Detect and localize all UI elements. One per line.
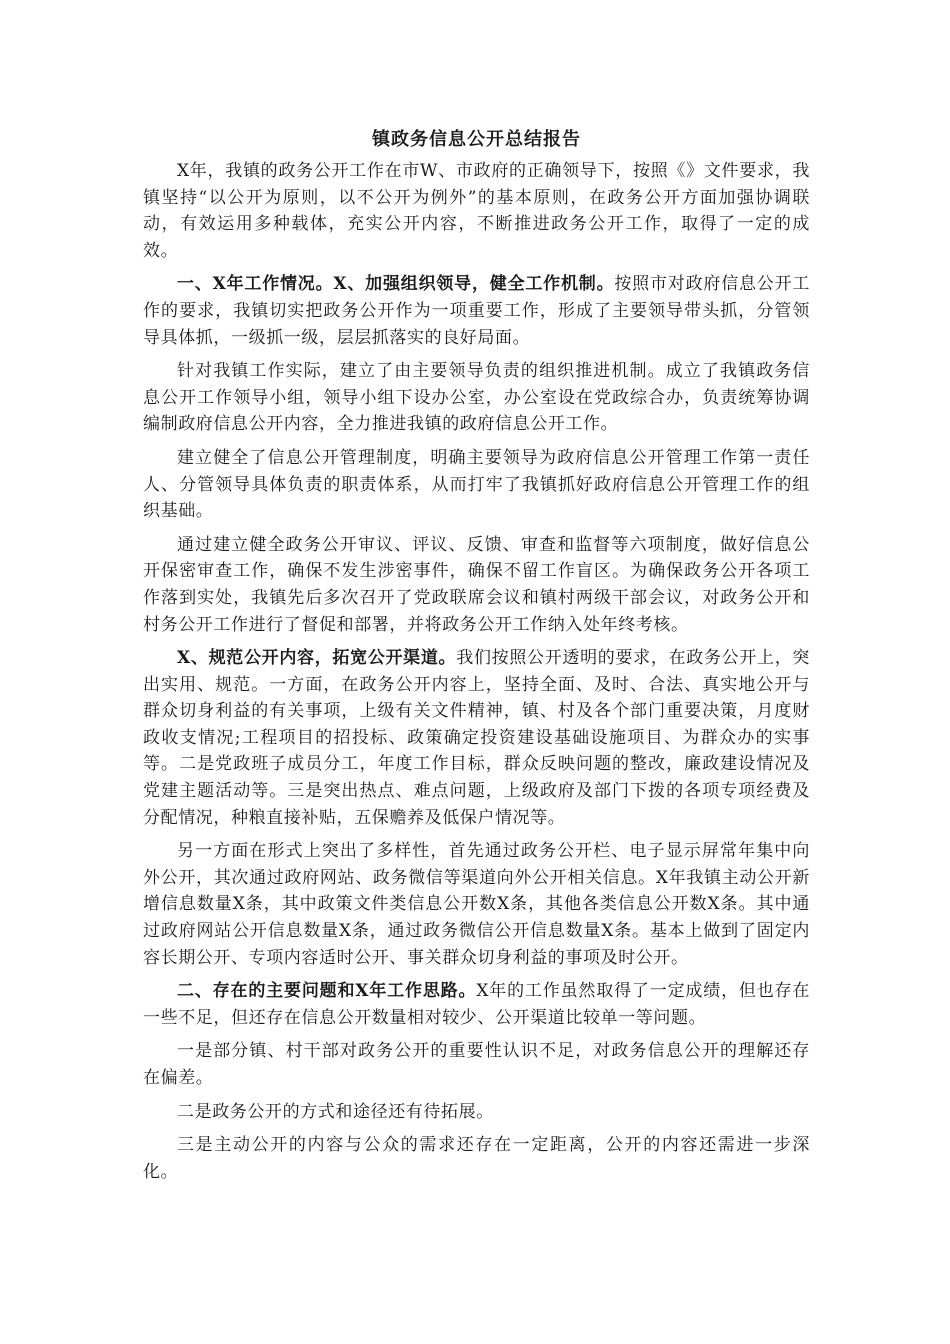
paragraph-text: 建立健全了信息公开管理制度，明确主要领导为政府信息公开管理工作第一责任人、分管领导具体负责的职责体系，从而打牢了我镇抓好政府信息公开管理工作的组织基础。 [143, 447, 810, 522]
paragraph-body [143, 1132, 810, 1185]
subsection-heading: X、规范公开内容，拓宽公开渠道。 [177, 648, 457, 669]
paragraph-text: 针对我镇工作实际，建立了由主要领导负责的组织推进机制。成立了我镇政务信息公开工作领导小组，领导小组下设办公室，办公室设在党政综合办，负责统筹协调编制政府信息公开内容，全力推进我镇的政府信息公开工作。 [143, 361, 810, 435]
paragraph-text: 二是政务公开的方式和途径还有待拓展。 [177, 1101, 494, 1122]
section-heading: 二、存在的主要问题和X年工作思路。 [177, 981, 477, 1002]
paragraph-body [143, 532, 810, 638]
paragraph-subsection [143, 645, 810, 831]
paragraph-text: 一是部分镇、村干部对政务公开的重要性认识不足，对政务信息公开的理解还存在偏差。 [143, 1041, 810, 1088]
section-heading: 一、X年工作情况。X、加强组织领导，健全工作机制。 [177, 274, 615, 295]
paragraph-body [143, 445, 810, 525]
paragraph-text: 按照市对政府信息公开工作的要求，我镇切实把政务公开作为一项重要工作，形成了主要领导带头抓，分管领导具体抓，一级抓一级，层层抓落实的良好局面。 [143, 274, 810, 348]
paragraph-intro [143, 158, 810, 264]
paragraph-text: X年，我镇的政务公开工作在市W、市政府的正确领导下，按照《》文件要求，我镇坚持“以公开为原则，以不公开为例外”的基本原则，在政务公开方面加强协调联动，有效运用多种载体，充实公开内容，不断推进政务公开工作，取得了一定的成效。 [143, 161, 810, 261]
paragraph-section-1 [143, 271, 810, 351]
paragraph-text: 通过建立健全政务公开审议、评议、反馈、审查和监督等六项制度，做好信息公开保密审查工作，确保不发生涉密事件，确保不留工作盲区。为确保政务公开各项工作落到实处，我镇先后多次召开了党政联席会议和镇村两级干部会议，对政务公开和村务公开工作进行了督促和部署，并将政务公开工作纳入处年终考核。 [143, 534, 810, 635]
paragraph-text: X年的工作虽然取得了一定成绩，但也存在一些不足，但还存在信息公开数量相对较少、公开渠道比较单一等问题。 [143, 981, 810, 1028]
document-title: 镇政务信息公开总结报告 [372, 129, 581, 150]
paragraph-text: 三是主动公开的内容与公众的需求还存在一定距离，公开的内容还需进一步深化。 [143, 1135, 810, 1182]
paragraph-body [143, 838, 810, 971]
paragraph-body [143, 1038, 810, 1091]
paragraph-section-2 [143, 978, 810, 1031]
paragraph-body [143, 1099, 810, 1126]
paragraph-text: 我们按照公开透明的要求，在政务公开上，突出实用、规范。一方面，在政务公开内容上，坚持全面、及时、合法、真实地公开与群众切身利益的有关事项，上级有关文件精神，镇、村及各个部门重要决策，月度财政收支情况;工程项目的招投标、政策确定投资建设基础设施项目、为群众办的实事等。二是党政班子成员分工，年度工作目标，群众反映问题的整改，廉政建设情况及党建主题活动等。三是突出热点、难点问题，上级政府及部门下拨的各项专项经费及分配情况，种粮直接补贴，五保赡养及低保户情况等。 [143, 648, 811, 828]
paragraph-body [143, 358, 810, 438]
document-page [143, 128, 810, 1192]
paragraph-text: 另一方面在形式上突出了多样性，首先通过政务公开栏、电子显示屏常年集中向外公开，其次通过政府网站、政务微信等渠道向外公开相关信息。X年我镇主动公开新增信息数量X条，其中政策文件类信息公开数X条，其他各类信息公开数X条。其中通过政府网站公开信息数量X条，通过政务微信公开信息数量X条。基本上做到了固定内容长期公开、专项内容适时公开、事关群众切身利益的事项及时公开。 [143, 841, 810, 968]
